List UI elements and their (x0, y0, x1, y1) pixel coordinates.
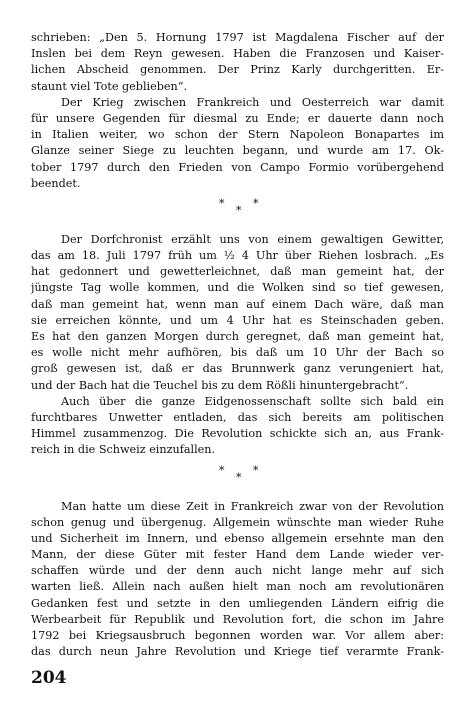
paragraph (31, 394, 444, 459)
section-separator (31, 196, 444, 226)
text-line: Man hatte um diese Zeit in Frankreich zwar von der Revolution (61, 499, 444, 513)
text-line: schon genug und übergenug. Allgemein wünschte man wieder Ruhe (31, 515, 444, 529)
text-line: sie erreichen könnte, und um 4 Uhr hat es Steinschaden geben. (31, 313, 444, 327)
separator-asterisk: * (236, 203, 242, 217)
text-line: reich in die Schweiz einzufallen. (31, 443, 216, 457)
text-line: staunt viel Tote geblieben“. (31, 79, 188, 93)
text-line: Es hat den ganzen Morgen durch geregnet, daß man gemeint hat, (31, 330, 444, 343)
text-line: schaffen würde und der denn auch nicht lange mehr auf sich (31, 564, 444, 578)
separator-asterisk: * (219, 196, 225, 210)
paragraph (31, 30, 444, 95)
paragraph (31, 499, 444, 661)
text-line: das am 18. Juli 1797 früh um ½ 4 Uhr über Riehen losbrach. „Es (31, 249, 444, 263)
text-line: jüngste Tag wolle kommen, und die Wolken sind so tief gewesen, (31, 281, 444, 295)
text-line: das durch neun Jahre Revolution und Kriege tief verarmte Frank- (31, 645, 444, 659)
text-line: Inslen bei dem Reyn gewesen. Haben die Franzosen und Kaiser- (31, 47, 444, 61)
text-line: Der Krieg zwischen Frankreich und Oesterreich war damit (61, 95, 444, 109)
text-line: beendet. (31, 176, 81, 190)
separator-asterisk: * (219, 463, 225, 477)
text-line: daß man gemeint hat, wenn man auf einem Dach wäre, daß man (31, 297, 444, 311)
text-line: Glanze seiner Siege zu leuchten begann, und wurde am 17. Ok- (31, 144, 444, 158)
text-line: lichen Abscheid genommen. Der Prinz Karly durchgeritten. Er- (31, 63, 444, 77)
text-line: warten ließ. Allein nach außen hielt man noch am revolutionären (31, 580, 444, 594)
text-line: Auch über die ganze Eidgenossenschaft sollte sich bald ein (61, 394, 444, 408)
text-line: und der Bach hat die Teuchel bis zu dem Rößli hinuntergebracht“. (31, 378, 409, 392)
text-line: tober 1797 durch den Frieden von Campo Formio vorübergehend (31, 160, 444, 174)
text-line: Der Dorfchronist erzählt uns von einem gewaltigen Gewitter, (61, 232, 444, 246)
text-line: es wolle nicht mehr aufhören, bis daß um 10 Uhr der Bach so (31, 346, 444, 360)
page-body (31, 30, 444, 660)
paragraph (31, 232, 444, 394)
text-line: Himmel zusammenzog. Die Revolution schickte sich an, aus Frank- (31, 427, 444, 441)
text-line: 1792 bei Kriegsausbruch begonnen worden war. Vor allem aber: (31, 629, 444, 642)
text-line: groß gewesen ist, daß er das Brunnwerk ganz verungeniert hat, (31, 362, 444, 376)
text-line: Werbearbeit für Republik und Revolution fort, die schon im Jahre (31, 612, 444, 626)
text-line: hat gedonnert und gewetterleichnet, daß man gemeint hat, der (31, 265, 444, 279)
text-line: in Italien weiter, wo schon der Stern Napoleon Bonapartes im (31, 128, 444, 142)
separator-asterisk: * (236, 470, 242, 484)
text-line: und Sicherheit im Innern, und ebenso allgemein ersehnte man den (31, 531, 444, 545)
text-line: für unsere Gegenden für diesmal zu Ende; er dauerte dann noch (31, 111, 444, 125)
text-line: schrieben: „Den 5. Hornung 1797 ist Magdalena Fischer auf der (31, 31, 444, 44)
section-separator (31, 463, 444, 493)
separator-asterisk: * (253, 196, 259, 210)
text-line: Gedanken fest und setzte in den umliegenden Ländern eifrig die (31, 596, 444, 610)
paragraph (31, 95, 444, 192)
text-line: Mann, der diese Güter mit fester Hand dem Lande wieder ver- (31, 548, 444, 562)
page-number: 204 (31, 668, 67, 688)
text-line: furchtbares Unwetter entladen, das sich bereits am politischen (31, 410, 444, 424)
separator-asterisk: * (253, 463, 259, 477)
